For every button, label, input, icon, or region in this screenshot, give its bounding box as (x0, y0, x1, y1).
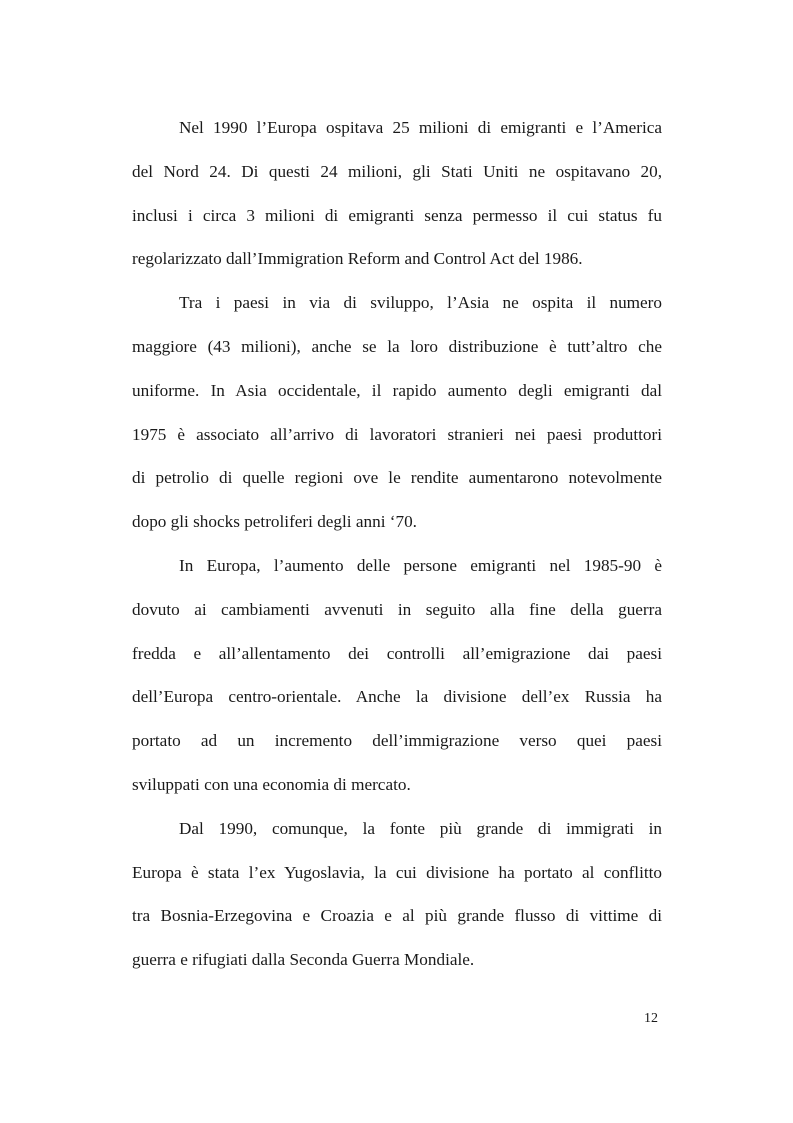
paragraph-line: Tra i paesi in via di sviluppo, l’Asia ne ospita il numero (179, 293, 662, 313)
paragraph-line: portato ad un incremento dell’immigrazione verso quei paesi (132, 731, 662, 751)
paragraph-line: dell’Europa centro-orientale. Anche la divisione dell’ex Russia ha (132, 687, 662, 707)
paragraph-line: In Europa, l’aumento delle persone emigranti nel 1985-90 è (179, 555, 662, 575)
paragraph-line: di petrolio di quelle regioni ove le rendite aumentarono notevolmente (132, 468, 662, 488)
paragraph-2 (132, 281, 662, 544)
paragraph-line: Europa è stata l’ex Yugoslavia, la cui divisione ha portato al conflitto (132, 862, 662, 882)
paragraph-line: sviluppati con una economia di mercato. (132, 774, 411, 794)
paragraph-line: maggiore (43 milioni), anche se la loro distribuzione è tutt’altro che (132, 336, 662, 356)
paragraph-line: dopo gli shocks petroliferi degli anni ‘70. (132, 512, 417, 532)
paragraph-line: dovuto ai cambiamenti avvenuti in seguito alla fine della guerra (132, 599, 662, 619)
paragraph-line: del Nord 24. Di questi 24 milioni, gli Stati Uniti ne ospitavano 20, (132, 161, 662, 181)
paragraph-line: Nel 1990 l’Europa ospitava 25 milioni di emigranti e l’America (179, 118, 662, 137)
paragraph-line: 1975 è associato all’arrivo di lavoratori stranieri nei paesi produttori (132, 424, 662, 444)
page-number: 12 (644, 1011, 658, 1026)
paragraph-line: Dal 1990, comunque, la fonte più grande di immigrati in (179, 818, 662, 838)
paragraph-3 (132, 544, 662, 807)
document-body (132, 106, 662, 982)
paragraph-4 (132, 807, 662, 982)
paragraph-line: fredda e all’allentamento dei controlli all’emigrazione dai paesi (132, 643, 662, 663)
paragraph-line: uniforme. In Asia occidentale, il rapido aumento degli emigranti dal (132, 380, 662, 400)
paragraph-line: inclusi i circa 3 milioni di emigranti senza permesso il cui status fu (132, 205, 662, 225)
paragraph-line: tra Bosnia-Erzegovina e Croazia e al più grande flusso di vittime di (132, 906, 662, 926)
paragraph-1 (132, 106, 662, 281)
paragraph-line: regolarizzato dall’Immigration Reform and Control Act del 1986. (132, 249, 583, 269)
paragraph-line: guerra e rifugiati dalla Seconda Guerra Mondiale. (132, 950, 475, 970)
